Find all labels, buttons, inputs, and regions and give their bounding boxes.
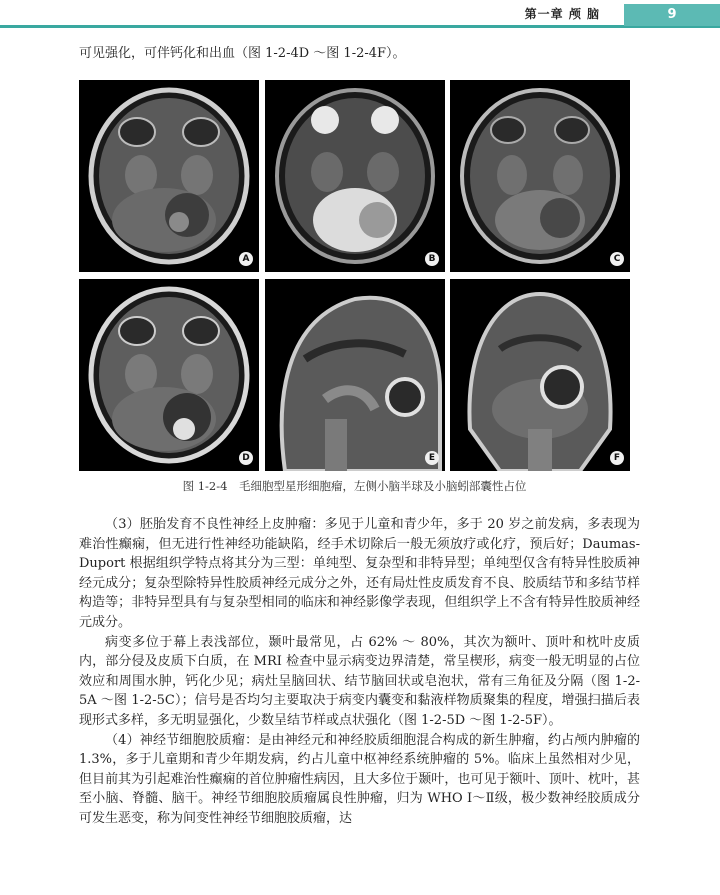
panel-label-f: F (610, 451, 624, 465)
mri-panel-a (79, 80, 259, 272)
panel-label-e: E (425, 451, 439, 465)
panel-label-d: D (239, 451, 253, 465)
mri-panel-b (265, 80, 445, 272)
figure-caption: 图 1-2-4 毛细胞型星形细胞瘤，左侧小脑半球及小脑蚓部囊性占位 (182, 479, 527, 493)
body-text (79, 515, 640, 829)
intro-line: 可见强化，可伴钙化和出血（图 1-2-4D ～图 1-2-4F）。 (79, 46, 406, 61)
paragraph: （3）胚胎发育不良性神经上皮肿瘤：多见于儿童和青少年，多于 20 岁之前发病，多表现为难治性癫痫，但无进行性神经功能缺陷，经手术切除后一般无须放疗或化疗，预后好；Daumas-Duport 根据组织学特点将其分为三型：单纯型、复杂型和非特异型；单纯型仅含有特异性胶质神经元成分；复杂型除特异性胶质神经元成分之外，还有局灶性皮质发育不良、胶质结节和多结节样构造等；非特异型具有与复杂型相同的临床和神经影像学表现，但组织学上不含有特异性胶质神经元成分。 (79, 517, 640, 630)
chapter-title: 第一章 颅 脑 (524, 7, 600, 21)
panel-label-a: A (239, 252, 253, 266)
panel-label-b: B (425, 252, 439, 266)
mri-figure (79, 80, 630, 470)
mri-panel-f (450, 279, 630, 471)
paragraph: 病变多位于幕上表浅部位，颞叶最常见，占 62% ～ 80%，其次为额叶、顶叶和枕叶皮质内，部分侵及皮质下白质，在 MRI 检查中显示病变边界清楚，常呈楔形，病变一般无明显的占位效应和周围水肿，钙化少见；病灶呈脑回状、结节脑回状或皂泡状，常有三角征及分隔（图 1-2-5A ～图 1-2-5C）；信号是否均匀主要取决于病变内囊变和黏液样物质聚集的程度，增强扫描后表现形式多样，多无明显强化，少数呈结节样或点状强化（图 1-2-5D ～图 1-2-5F）。 (79, 634, 640, 728)
mri-panel-e (265, 279, 445, 471)
header-rule (0, 25, 720, 28)
mri-panel-d (79, 279, 259, 471)
panel-label-c: C (610, 252, 624, 266)
mri-panel-c (450, 80, 630, 272)
paragraph: （4）神经节细胞胶质瘤：是由神经元和神经胶质细胞混合构成的新生肿瘤，约占颅内肿瘤的 1.3%，多于儿童期和青少年期发病，约占儿童中枢神经系统肿瘤的 5%。临床上虽然相对少见，但目前其为引起难治性癫痫的首位肿瘤性病因，且大多位于颞叶，也可见于额叶、顶叶、枕叶，甚至小脑、脊髓、脑干。神经节细胞胶质瘤属良性肿瘤，归为 WHO Ⅰ～Ⅱ级，极少数神经胶质成分可发生恶变，称为间变性神经节细胞胶质瘤，达 (79, 732, 640, 826)
page-number: 9 (624, 4, 720, 26)
